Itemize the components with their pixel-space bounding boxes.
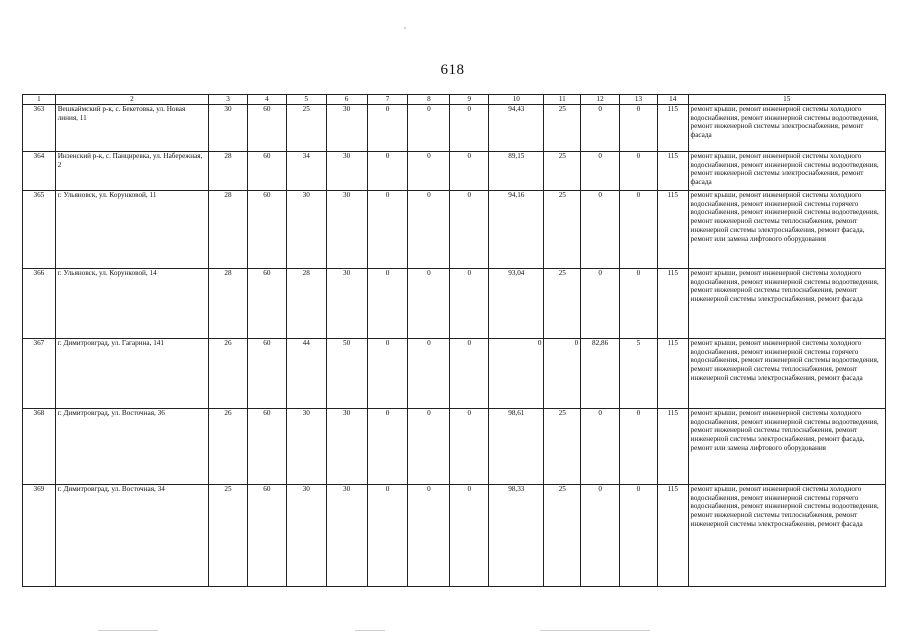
value-cell: 0 [581, 105, 620, 152]
value-cell: 25 [544, 409, 581, 485]
value-cell: 0 [581, 191, 620, 269]
value-cell: 115 [657, 105, 688, 152]
value-cell: 30 [286, 409, 326, 485]
value-cell: 60 [247, 152, 286, 191]
value-cell: 93,04 [489, 269, 544, 339]
value-cell: 26 [209, 409, 248, 485]
table-row [23, 105, 886, 152]
value-cell: 0 [581, 152, 620, 191]
value-cell: 0 [408, 485, 450, 587]
value-cell: 28 [286, 269, 326, 339]
scan-artifact [98, 630, 158, 631]
value-cell: 5 [620, 339, 658, 409]
table-row [23, 409, 886, 485]
value-cell: 30 [326, 191, 367, 269]
column-header-11: 11 [544, 95, 581, 105]
value-cell: 30 [286, 485, 326, 587]
value-cell: 25 [544, 191, 581, 269]
value-cell: 0 [367, 409, 408, 485]
value-cell: 0 [450, 485, 489, 587]
column-header-2: 2 [55, 95, 208, 105]
value-cell: 0 [408, 409, 450, 485]
value-cell: 28 [209, 191, 248, 269]
value-cell: 0 [408, 191, 450, 269]
row-number: 367 [23, 339, 56, 409]
value-cell: 30 [326, 409, 367, 485]
row-number: 368 [23, 409, 56, 485]
value-cell: 50 [326, 339, 367, 409]
scan-artifact [404, 27, 406, 29]
value-cell: 0 [450, 152, 489, 191]
value-cell: 94,16 [489, 191, 544, 269]
value-cell: 25 [286, 105, 326, 152]
column-header-7: 7 [367, 95, 408, 105]
address-cell: г. Ульяновск, ул. Корунковой, 11 [55, 191, 208, 269]
table-row [23, 191, 886, 269]
works-cell: ремонт крыши, ремонт инженерной системы холодного водоснабжения, ремонт инженерной системы водоотведения, ремонт инженерной системы теплоснабжения, ремонт инженерной системы электроснабжения, ремонт фасада [688, 269, 885, 339]
value-cell: 94,43 [489, 105, 544, 152]
works-cell: ремонт крыши, ремонт инженерной системы холодного водоснабжения, ремонт инженерной системы водоотведения, ремонт инженерной системы электроснабжения, ремонт фасада [688, 105, 885, 152]
row-number: 364 [23, 152, 56, 191]
value-cell: 115 [657, 191, 688, 269]
column-header-1: 1 [23, 95, 56, 105]
address-cell: г. Ульяновск, ул. Корунковой, 14 [55, 269, 208, 339]
value-cell: 98,61 [489, 409, 544, 485]
table-row [23, 485, 886, 587]
value-cell: 115 [657, 485, 688, 587]
value-cell: 0 [450, 191, 489, 269]
value-cell: 0 [408, 339, 450, 409]
value-cell: 0 [581, 269, 620, 339]
works-cell: ремонт крыши, ремонт инженерной системы холодного водоснабжения, ремонт инженерной системы горячего водоснабжения, ремонт инженерной системы водоотведения, ремонт инженерной системы теплоснабжения, ремонт инженерной системы электроснабжения, ремонт фасада [688, 485, 885, 587]
column-header-13: 13 [620, 95, 658, 105]
value-cell: 0 [581, 485, 620, 587]
address-cell: г. Димитровград, ул. Восточная, 34 [55, 485, 208, 587]
page-number: 618 [440, 62, 465, 78]
value-cell: 0 [450, 105, 489, 152]
value-cell: 82,86 [581, 339, 620, 409]
value-cell: 0 [408, 105, 450, 152]
value-cell: 0 [620, 105, 658, 152]
column-header-8: 8 [408, 95, 450, 105]
value-cell: 0 [620, 152, 658, 191]
value-cell: 115 [657, 409, 688, 485]
address-cell: г. Димитровград, ул. Гагарина, 141 [55, 339, 208, 409]
value-cell: 60 [247, 409, 286, 485]
column-header-6: 6 [326, 95, 367, 105]
value-cell: 28 [209, 152, 248, 191]
value-cell: 25 [544, 105, 581, 152]
value-cell: 0 [620, 191, 658, 269]
value-cell: 0 [620, 485, 658, 587]
value-cell: 60 [247, 191, 286, 269]
column-header-9: 9 [450, 95, 489, 105]
column-header-15: 15 [688, 95, 885, 105]
value-cell: 60 [247, 485, 286, 587]
value-cell: 0 [620, 269, 658, 339]
column-header-14: 14 [657, 95, 688, 105]
works-cell: ремонт крыши, ремонт инженерной системы холодного водоснабжения, ремонт инженерной системы горячего водоснабжения, ремонт инженерной системы водоотведения, ремонт инженерной системы теплоснабжения, ремонт инженерной системы электроснабжения, ремонт фасада, ремонт или замена лифтового оборудования [688, 191, 885, 269]
value-cell: 0 [450, 339, 489, 409]
address-cell: г. Димитровград, ул. Восточная, 36 [55, 409, 208, 485]
value-cell: 26 [209, 339, 248, 409]
value-cell: 0 [367, 485, 408, 587]
value-cell: 0 [367, 339, 408, 409]
scan-artifact [540, 630, 650, 631]
value-cell: 34 [286, 152, 326, 191]
value-cell: 44 [286, 339, 326, 409]
value-cell: 25 [544, 269, 581, 339]
value-cell: 30 [326, 105, 367, 152]
table-row [23, 269, 886, 339]
column-header-3: 3 [209, 95, 248, 105]
value-cell: 0 [367, 152, 408, 191]
scan-artifact [355, 630, 385, 631]
value-cell: 60 [247, 269, 286, 339]
value-cell: 25 [544, 152, 581, 191]
table-row [23, 152, 886, 191]
value-cell: 30 [286, 191, 326, 269]
value-cell: 0 [544, 339, 581, 409]
row-number: 363 [23, 105, 56, 152]
value-cell: 25 [209, 485, 248, 587]
row-number: 366 [23, 269, 56, 339]
address-cell: Вешкаймский р-к, с. Бекетовка, ул. Новая линия, 11 [55, 105, 208, 152]
row-number: 365 [23, 191, 56, 269]
column-header-10: 10 [489, 95, 544, 105]
value-cell: 0 [408, 152, 450, 191]
value-cell: 28 [209, 269, 248, 339]
value-cell: 30 [326, 152, 367, 191]
column-header-12: 12 [581, 95, 620, 105]
value-cell: 0 [450, 269, 489, 339]
value-cell: 30 [209, 105, 248, 152]
value-cell: 0 [367, 191, 408, 269]
value-cell: 60 [247, 105, 286, 152]
works-cell: ремонт крыши, ремонт инженерной системы холодного водоснабжения, ремонт инженерной системы горячего водоснабжения, ремонт инженерной системы водоотведения, ремонт инженерной системы теплоснабжения, ремонт инженерной системы электроснабжения, ремонт фасада [688, 339, 885, 409]
value-cell: 30 [326, 485, 367, 587]
value-cell: 0 [450, 409, 489, 485]
value-cell: 0 [620, 409, 658, 485]
value-cell: 0 [367, 105, 408, 152]
value-cell: 115 [657, 269, 688, 339]
registry-table [22, 94, 886, 587]
value-cell: 0 [489, 339, 544, 409]
value-cell: 89,15 [489, 152, 544, 191]
value-cell: 115 [657, 152, 688, 191]
value-cell: 30 [326, 269, 367, 339]
column-header-4: 4 [247, 95, 286, 105]
value-cell: 115 [657, 339, 688, 409]
table-row [23, 339, 886, 409]
column-header-5: 5 [286, 95, 326, 105]
works-cell: ремонт крыши, ремонт инженерной системы холодного водоснабжения, ремонт инженерной системы водоотведения, ремонт инженерной системы теплоснабжения, ремонт инженерной системы электроснабжения, ремонт фасада, ремонт или замена лифтового оборудования [688, 409, 885, 485]
works-cell: ремонт крыши, ремонт инженерной системы холодного водоснабжения, ремонт инженерной системы водоотведения, ремонт инженерной системы электроснабжения, ремонт фасада [688, 152, 885, 191]
header-row [23, 95, 886, 105]
value-cell: 0 [581, 409, 620, 485]
row-number: 369 [23, 485, 56, 587]
value-cell: 60 [247, 339, 286, 409]
address-cell: Инзенский р-к, с. Панциревка, ул. Набережная, 2 [55, 152, 208, 191]
value-cell: 98,33 [489, 485, 544, 587]
value-cell: 0 [367, 269, 408, 339]
value-cell: 25 [544, 485, 581, 587]
value-cell: 0 [408, 269, 450, 339]
